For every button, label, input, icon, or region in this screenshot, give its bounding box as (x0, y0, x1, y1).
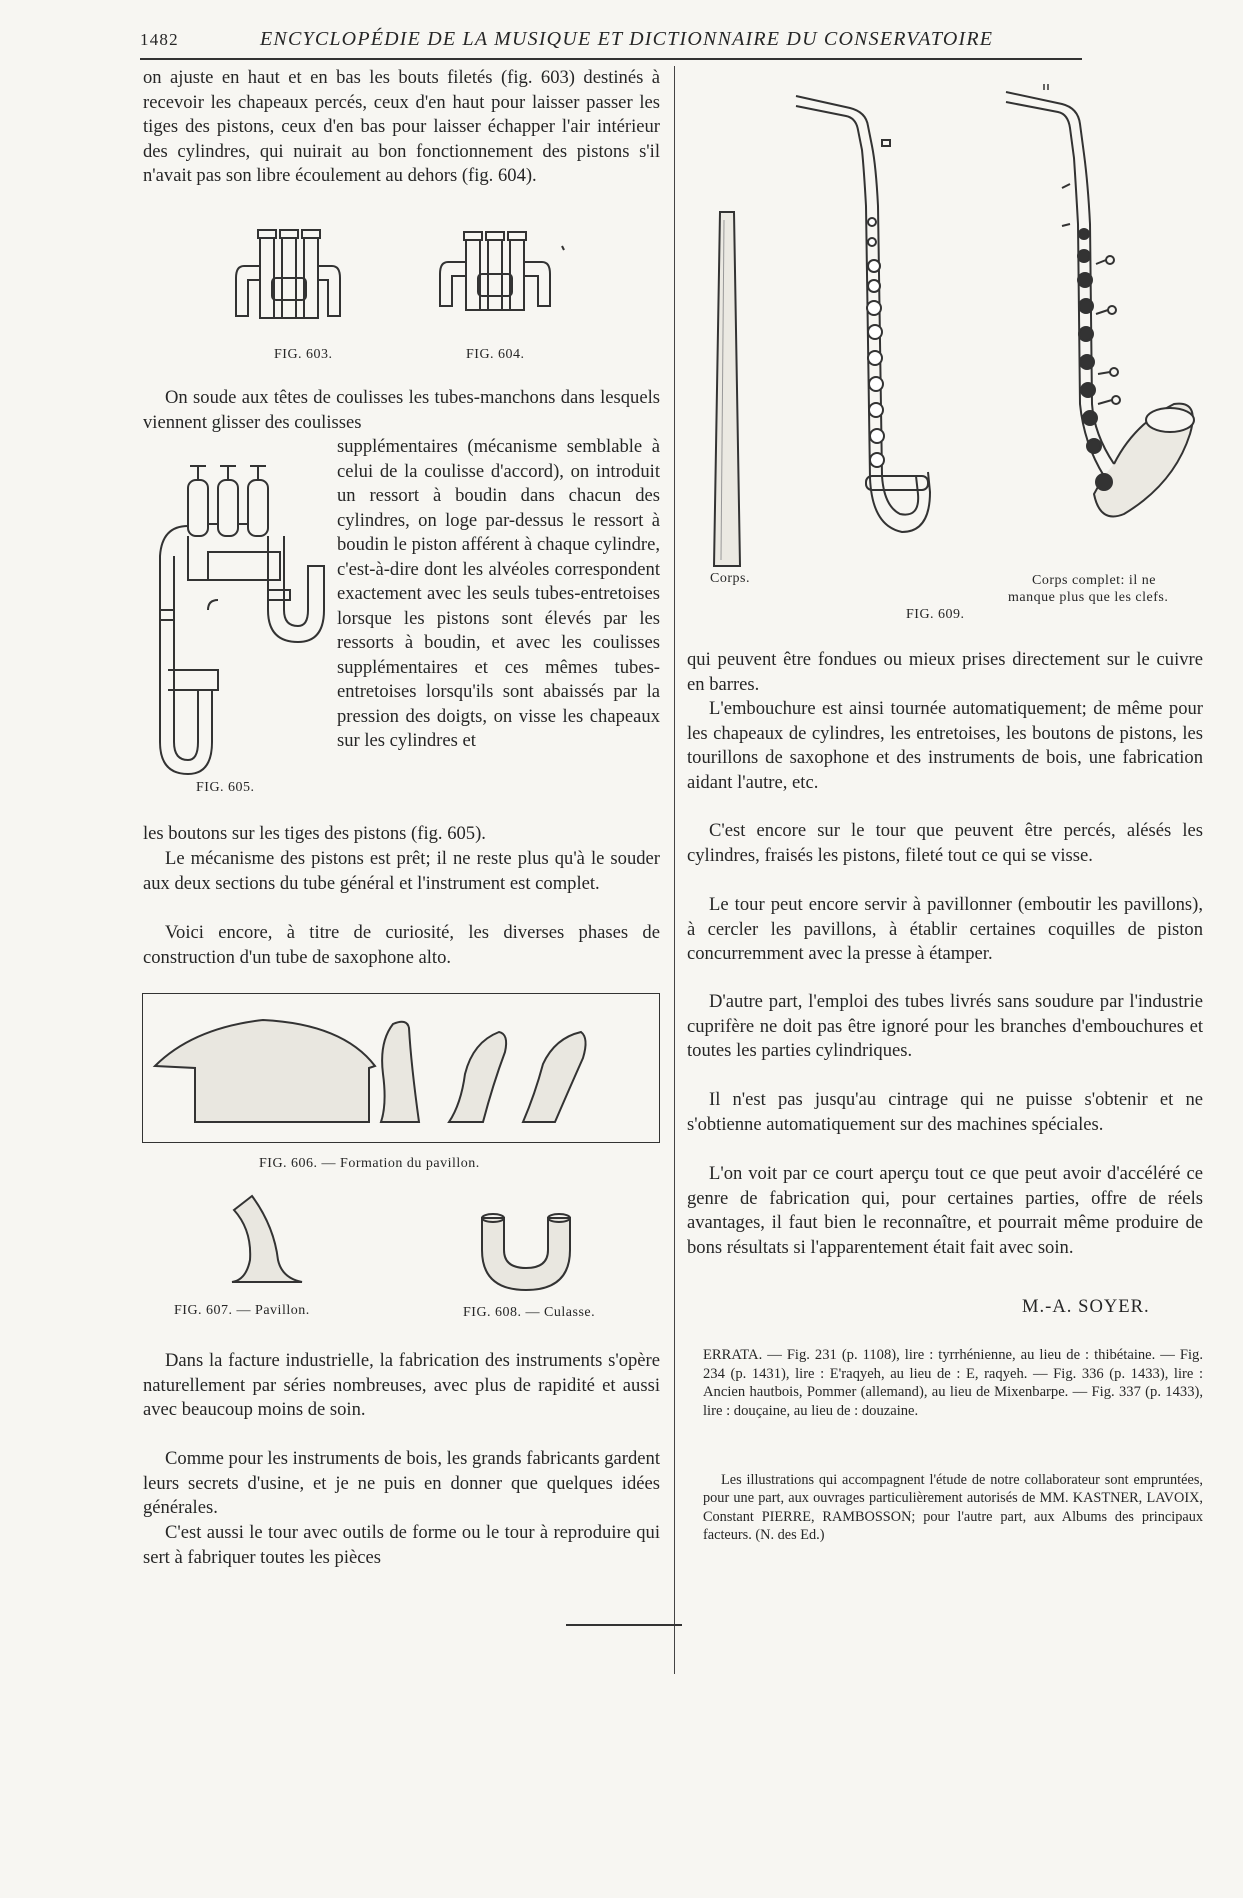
running-header (140, 28, 1082, 58)
right-paragraph-7: L'on voit par ce court aperçu tout ce que peut avoir d'accéléré ce genre de fabrication qui, pour certaines parties, offre de réels avantages, il faut bien le reconnaître, et pourrait même produire de bons résultats si l'apparentement était fait avec soin. (687, 1163, 1203, 1258)
right-paragraph-5: D'autre part, l'emploi des tubes livrés sans soudure par l'industrie cuprifère ne doit pas être ignoré pour les branches d'embouchures et toutes les parties cylindriques. (687, 991, 1203, 1061)
figure-607-illustration (226, 1190, 306, 1294)
caption-fig604: FIG. 604. (466, 347, 525, 362)
caption-fig609-complete-line2: manque plus que les clefs. (1008, 590, 1169, 605)
figure-603 (232, 226, 344, 334)
right-paragraph-4: Le tour peut encore servir à pavillonner (emboutir les pavillons), à cercler les pavillons, à établir certaines coquilles de piston concurremment avec la presse à étamper. (687, 894, 1203, 964)
figure-608 (478, 1208, 574, 1294)
caption-fig606: FIG. 606. — Formation du pavillon. (259, 1156, 480, 1171)
left-paragraph-1: on ajuste en haut et en bas les bouts filetés (fig. 603) destinés à recevoir les chapeaux percés, ceux d'en haut pour laisser passer les tiges des pistons, ceux d'en bas pour laisser échapper l'air intérieur des cylindres, qui nuirait au bon fonctionnement des pistons s'il n'avait pas son libre écoulement au dehors (fig. 604). (143, 67, 660, 186)
figure-607 (226, 1190, 306, 1294)
caption-fig605: FIG. 605. (196, 780, 255, 795)
column-divider (674, 66, 675, 1674)
left-paragraph-4: Voici encore, à titre de curiosité, les diverses phases de construction d'un tube de saxophone alto. (143, 922, 660, 968)
figure-604 (434, 226, 566, 334)
saxophone-complete-illustration (1004, 84, 1204, 584)
closing-rule (566, 1624, 682, 1626)
page-number: 1482 (140, 30, 179, 49)
caption-fig609-corps: Corps. (710, 571, 750, 586)
running-title: ENCYCLOPÉDIE DE LA MUSIQUE ET DICTIONNAIRE DU CONSERVATOIRE (260, 28, 994, 50)
right-paragraph-2: L'embouchure est ainsi tournée automatiquement; de même pour les chapeaux de cylindres, les entretoises, les boutons de pistons, les tourillons de saxophone et des instruments de bois, une fabrication aidant l'autre, etc. (687, 698, 1203, 793)
left-paragraph-5: Dans la facture industrielle, la fabrication des instruments s'opère naturellement par séries nombreuses, avec plus de rapidité et aussi avec beaucoup moins de soin. (143, 1350, 660, 1420)
figure-609-body (790, 86, 940, 566)
figure-606-illustration (143, 994, 659, 1142)
left-paragraph-7: C'est aussi le tour avec outils de forme ou le tour à reproduire qui sert à fabriquer toutes les pièces (143, 1522, 660, 1568)
caption-fig607: FIG. 607. — Pavillon. (174, 1303, 310, 1318)
figure-604-illustration (434, 226, 566, 334)
right-paragraph-1: qui peuvent être fondues ou mieux prises directement sur le cuivre en barres. (687, 649, 1203, 695)
figure-609-complete (1004, 84, 1204, 584)
figure-608-illustration (478, 1208, 574, 1294)
caption-fig603: FIG. 603. (274, 347, 333, 362)
figure-603-illustration (232, 226, 344, 334)
left-paragraph-2-bottom: les boutons sur les tiges des pistons (fig. 605). (143, 823, 486, 844)
editor-note: Les illustrations qui accompagnent l'étude de notre collaborateur sont empruntées, pour une part, aux ouvrages particulièrement autorisés de MM. KASTNER, LAVOIX, Constant PIERRE, RAMBOSSON; pour l'autre part, aux Albums des principaux facteurs. (N. des Ed.) (703, 1472, 1203, 1543)
figure-605-illustration (148, 460, 330, 782)
figure-609-corps (712, 210, 742, 570)
caption-fig609-complete-line1: Corps complet: il ne (1032, 573, 1156, 588)
errata-notice: ERRATA. — Fig. 231 (p. 1108), lire : tyrrhénienne, au lieu de : thibétaine. — Fig. 234 (p. 1431), lire : E'raqyeh, au lieu de : E, raqyeh. — Fig. 336 (p. 1433), lire : Ancien hautbois, Pommer (allemand), au lieu de Mixenbarpe. — Fig. 337 (p. 1433), lire : douçaine, au lieu de : douzaine. (703, 1347, 1203, 1419)
left-paragraph-3: Le mécanisme des pistons est prêt; il ne reste plus qu'à le souder aux deux sections du tube général et l'instrument est complet. (143, 848, 660, 894)
right-paragraph-3: C'est encore sur le tour que peuvent être percés, alésés les cylindres, fraisés les pistons, fileté tout ce qui se visse. (687, 820, 1203, 866)
left-paragraph-2-wrap: supplémentaires (mécanisme semblable à celui de la coulisse d'accord), on introduit un ressort à boudin dans chacun des cylindres, on loge par-dessus le ressort à boudin le piston afférent à chaque cylindre, c'est-à-dire dont les alvéoles correspondent exactement avec les seuls tubes-entretoises lorsque les pistons sont élevés par les ressorts à boudin, et avec les coulisses supplémentaires et ces mêmes tubes-entretoises lorsqu'ils sont abaissés par la pression des doigts, on visse les chapeaux sur les cylindres et (337, 436, 660, 751)
right-paragraph-6: Il n'est pas jusqu'au cintrage qui ne puisse s'obtenir et ne s'obtienne automatiquement sur des machines spéciales. (687, 1089, 1203, 1135)
left-paragraph-2-top: On soude aux têtes de coulisses les tubes-manchons dans lesquels viennent glisser des coulisses (143, 387, 660, 433)
caption-fig608: FIG. 608. — Culasse. (463, 1305, 596, 1320)
corps-tube-illustration (712, 210, 742, 570)
author-signature: M.-A. SOYER. (1022, 1296, 1150, 1317)
caption-fig609: FIG. 609. (906, 607, 965, 622)
figure-606-frame (142, 993, 660, 1143)
header-rule (140, 58, 1082, 60)
saxophone-body-illustration (790, 86, 940, 566)
left-paragraph-6: Comme pour les instruments de bois, les grands fabricants gardent leurs secrets d'usine, et je ne puis en donner que quelques idées générales. (143, 1448, 660, 1518)
figure-605 (148, 460, 330, 782)
